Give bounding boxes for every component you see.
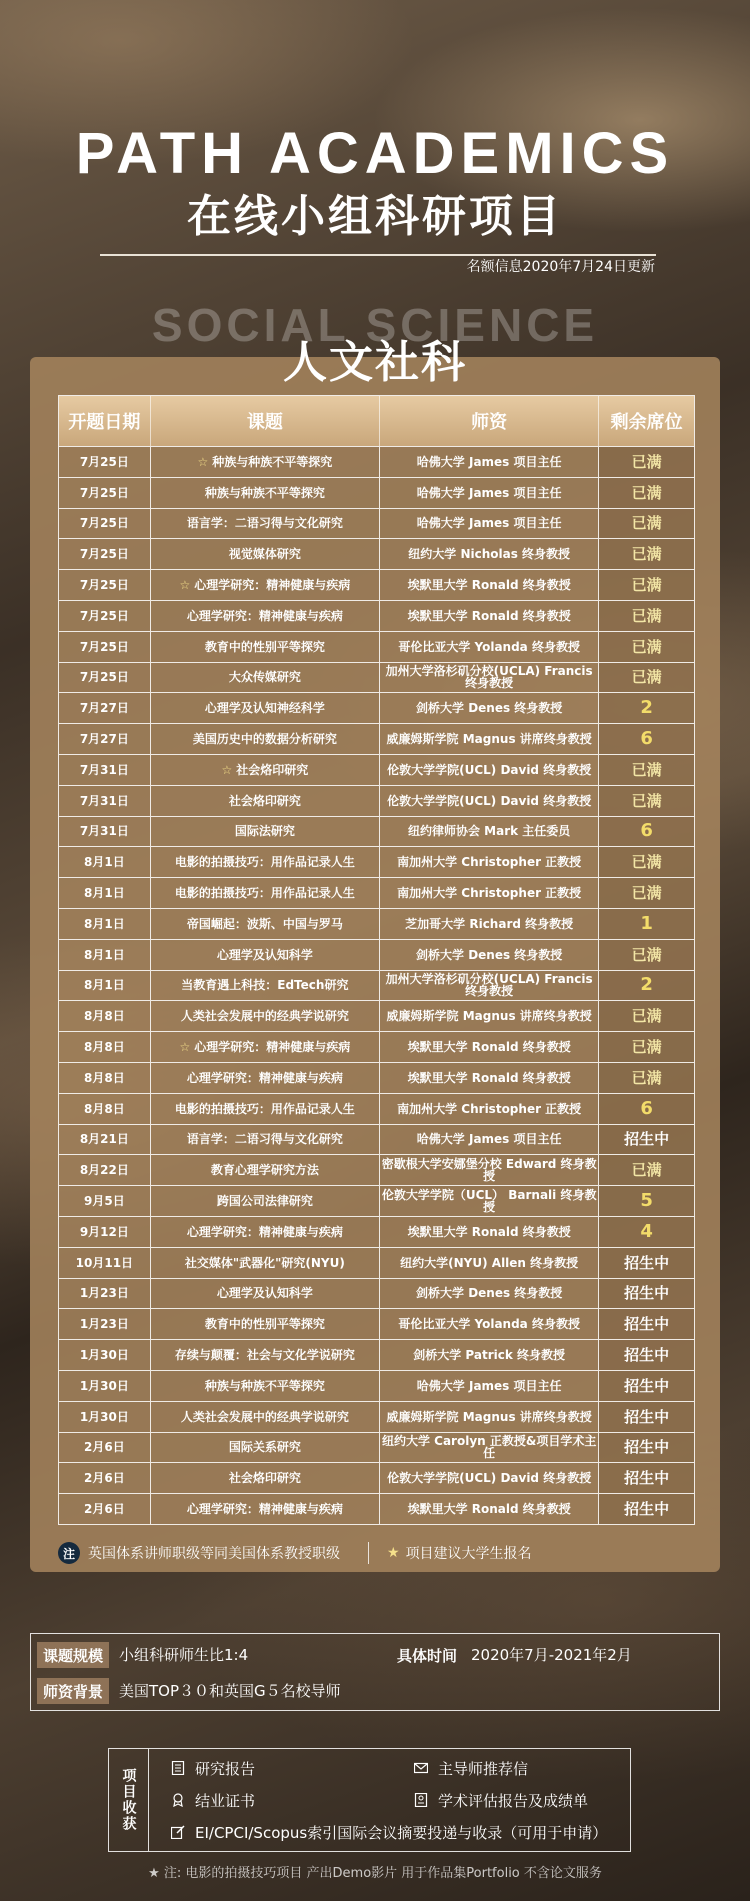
- cell-date: 7月25日: [59, 570, 151, 600]
- program-subtitle: 在线小组科研项目: [187, 191, 563, 242]
- cell-date: 2月6日: [59, 1433, 151, 1463]
- table-row: [59, 1000, 694, 1031]
- star-icon: ☆: [221, 762, 233, 777]
- cell-faculty: 哥伦比亚大学 Yolanda 终身教授: [380, 632, 599, 662]
- cell-date: 1月30日: [59, 1402, 151, 1432]
- cell-topic: [151, 817, 380, 847]
- cell-date: 2月6日: [59, 1494, 151, 1524]
- cell-topic: [151, 1309, 380, 1339]
- deliverable-text: EI/CPCI/Scopus索引国际会议摘要投递与收录（可用于申请）: [195, 1823, 608, 1842]
- cell-date: 8月21日: [59, 1125, 151, 1155]
- table-row: [59, 1124, 694, 1155]
- cell-faculty: 纽约大学(NYU) Allen 终身教授: [380, 1248, 599, 1278]
- cell-seats: 已满: [599, 1032, 694, 1062]
- cell-faculty: 哈佛大学 James 项目主任: [380, 1371, 599, 1401]
- header-date: 开题日期: [59, 396, 151, 446]
- course-table: [58, 395, 695, 1525]
- cell-seats: 6: [599, 724, 694, 754]
- topic-text: 电影的拍摄技巧：用作品记录人生: [174, 886, 355, 901]
- cell-date: 7月25日: [59, 478, 151, 508]
- faculty-label: 师资背景: [37, 1678, 109, 1704]
- topic-text: 心理学研究：精神健康与疾病: [194, 578, 351, 593]
- topic-text: 心理学研究：精神健康与疾病: [194, 1040, 351, 1055]
- table-row: [59, 846, 694, 877]
- cell-faculty: 加州大学洛杉矶分校(UCLA) Francis 终身教授: [380, 663, 599, 693]
- mail-icon: [414, 1761, 428, 1775]
- table-row: [59, 692, 694, 723]
- deliverable-certificate: [171, 1789, 255, 1811]
- cell-seats: 已满: [599, 632, 694, 662]
- topic-text: 当教育遇上科技：EdTech研究: [181, 978, 349, 993]
- footnote: ★ 注: 电影的拍摄技巧项目 产出Demo影片 用于作品集Portfolio 不含论文服务: [148, 1866, 602, 1881]
- topic-text: 心理学及认知科学: [216, 1286, 313, 1301]
- certificate-icon: [171, 1793, 185, 1807]
- note-badge: 注: [58, 1542, 80, 1564]
- table-row: [59, 1493, 694, 1524]
- cell-topic: [151, 1248, 380, 1278]
- topic-text: 帝国崛起：波斯、中国与罗马: [186, 916, 343, 931]
- topic-text: 美国历史中的数据分析研究: [192, 732, 337, 747]
- cell-faculty: 埃默里大学 Ronald 终身教授: [380, 601, 599, 631]
- table-row: [59, 1339, 694, 1370]
- cell-seats: 6: [599, 1094, 694, 1124]
- topic-text: 教育中的性别平等探究: [204, 1317, 325, 1332]
- cell-date: 7月31日: [59, 817, 151, 847]
- deliverable-report: [171, 1757, 255, 1779]
- cell-seats: 招生中: [599, 1340, 694, 1370]
- table-row: [59, 662, 694, 693]
- cell-faculty: 伦敦大学学院(UCL) David 终身教授: [380, 786, 599, 816]
- cell-date: 7月27日: [59, 724, 151, 754]
- cell-faculty: 埃默里大学 Ronald 终身教授: [380, 1063, 599, 1093]
- cell-date: 8月1日: [59, 940, 151, 970]
- table-row: [59, 1031, 694, 1062]
- table-row: [59, 446, 694, 477]
- table-row: [59, 1432, 694, 1463]
- scale-label: 课题规模: [37, 1642, 109, 1668]
- cell-seats: 1: [599, 909, 694, 939]
- cell-topic: [151, 1125, 380, 1155]
- topic-text: 电影的拍摄技巧：用作品记录人生: [174, 855, 355, 870]
- cell-seats: 招生中: [599, 1125, 694, 1155]
- legend-star-note: 项目建议大学生报名: [405, 1546, 532, 1562]
- cell-topic: [151, 693, 380, 723]
- cell-date: 8月8日: [59, 1032, 151, 1062]
- brand-title: PATH ACADEMICS: [75, 121, 675, 186]
- cell-faculty: 南加州大学 Christopher 正教授: [380, 878, 599, 908]
- header-seats: 剩余席位: [610, 412, 683, 433]
- cell-topic: [151, 909, 380, 939]
- cell-date: 7月25日: [59, 632, 151, 662]
- cell-topic: [151, 724, 380, 754]
- topic-text: 视觉媒体研究: [228, 547, 301, 562]
- topic-text: 心理学研究：精神健康与疾病: [186, 1070, 343, 1085]
- cell-date: 8月8日: [59, 1063, 151, 1093]
- cell-seats: 已满: [599, 847, 694, 877]
- cell-date: 7月27日: [59, 693, 151, 723]
- topic-text: 语言学：二语习得与文化研究: [186, 516, 343, 531]
- deliverable-letter: [414, 1757, 528, 1779]
- header-faculty: 师资: [380, 396, 599, 446]
- cell-date: 8月8日: [59, 1001, 151, 1031]
- cell-topic: [151, 1371, 380, 1401]
- table-row: [59, 1308, 694, 1339]
- cell-topic: [151, 1032, 380, 1062]
- header-topic: 课题: [151, 396, 380, 446]
- topic-text: 跨国公司法律研究: [216, 1194, 313, 1209]
- legend-divider: [368, 1542, 369, 1564]
- cell-topic: [151, 1094, 380, 1124]
- cell-seats: 已满: [599, 878, 694, 908]
- table-row: [59, 723, 694, 754]
- topic-text: 心理学研究：精神健康与疾病: [186, 1224, 343, 1239]
- table-row: [59, 816, 694, 847]
- cell-date: 8月1日: [59, 971, 151, 1001]
- cell-seats: 2: [599, 693, 694, 723]
- cell-seats: 5: [599, 1186, 694, 1216]
- cell-topic: [151, 447, 380, 477]
- cell-date: 8月1日: [59, 878, 151, 908]
- cell-seats: 已满: [599, 539, 694, 569]
- topic-text: 教育心理学研究方法: [210, 1163, 319, 1178]
- legend: [58, 1540, 695, 1566]
- cell-topic: [151, 1155, 380, 1185]
- cell-date: 1月23日: [59, 1309, 151, 1339]
- cell-date: 9月5日: [59, 1186, 151, 1216]
- cell-seats: 招生中: [599, 1402, 694, 1432]
- cell-seats: 已满: [599, 1155, 694, 1185]
- time-value: 2020年7月-2021年2月: [471, 1646, 632, 1664]
- cell-date: 1月23日: [59, 1279, 151, 1309]
- cell-date: 8月1日: [59, 847, 151, 877]
- table-row: [59, 1247, 694, 1278]
- table-row: [59, 754, 694, 785]
- cell-faculty: 哈佛大学 James 项目主任: [380, 1125, 599, 1155]
- cell-faculty: 埃默里大学 Ronald 终身教授: [380, 570, 599, 600]
- cell-topic: [151, 509, 380, 539]
- cell-faculty: 南加州大学 Christopher 正教授: [380, 847, 599, 877]
- table-row: [59, 939, 694, 970]
- category-en-watermark: SOCIAL SCIENCE: [151, 299, 599, 351]
- cell-date: 10月11日: [59, 1248, 151, 1278]
- cell-faculty: 纽约大学 Nicholas 终身教授: [380, 539, 599, 569]
- table-row: [59, 631, 694, 662]
- cell-seats: 已满: [599, 601, 694, 631]
- topic-text: 人类社会发展中的经典学说研究: [180, 1409, 349, 1424]
- cell-seats: 招生中: [599, 1248, 694, 1278]
- cell-faculty: 伦敦大学学院（UCL） Barnali 终身教授: [380, 1186, 599, 1216]
- star-icon: ☆: [197, 454, 209, 469]
- cell-topic: [151, 478, 380, 508]
- cell-date: 1月30日: [59, 1340, 151, 1370]
- cell-topic: [151, 1402, 380, 1432]
- topic-text: 心理学及认知科学: [216, 947, 313, 962]
- cell-seats: 已满: [599, 755, 694, 785]
- topic-text: 电影的拍摄技巧：用作品记录人生: [174, 1101, 355, 1116]
- cell-faculty: 加州大学洛杉矶分校(UCLA) Francis 终身教授: [380, 971, 599, 1001]
- cell-topic: [151, 539, 380, 569]
- deliverables-label: 项目收获: [109, 1749, 149, 1851]
- table-row: [59, 1278, 694, 1309]
- deliverables: [108, 1748, 631, 1852]
- cell-faculty: 南加州大学 Christopher 正教授: [380, 1094, 599, 1124]
- cell-faculty: 纽约律师协会 Mark 主任委员: [380, 817, 599, 847]
- transcript-icon: [414, 1793, 428, 1807]
- cell-topic: [151, 878, 380, 908]
- cell-date: 2月6日: [59, 1463, 151, 1493]
- cell-faculty: 威廉姆斯学院 Magnus 讲席终身教授: [380, 1001, 599, 1031]
- cell-faculty: 埃默里大学 Ronald 终身教授: [380, 1217, 599, 1247]
- cell-topic: [151, 1463, 380, 1493]
- cell-seats: 已满: [599, 570, 694, 600]
- deliverable-text: 结业证书: [195, 1791, 256, 1810]
- cell-topic: [151, 940, 380, 970]
- deliverable-conference: [171, 1821, 607, 1843]
- cell-topic: [151, 786, 380, 816]
- cell-seats: 招生中: [599, 1433, 694, 1463]
- cell-seats: 招生中: [599, 1463, 694, 1493]
- table-row: [59, 785, 694, 816]
- topic-text: 社会烙印研究: [228, 1471, 301, 1486]
- table-row: [59, 877, 694, 908]
- update-note: 名额信息2020年7月24日更新: [466, 259, 655, 275]
- cell-topic: [151, 1063, 380, 1093]
- star-icon: ☆: [179, 578, 191, 593]
- topic-text: 心理学研究：精神健康与疾病: [186, 608, 343, 623]
- table-row: [59, 538, 694, 569]
- cell-topic: [151, 632, 380, 662]
- cell-topic: [151, 663, 380, 693]
- topic-text: 存续与颠覆：社会与文化学说研究: [174, 1348, 355, 1362]
- cell-faculty: 芝加哥大学 Richard 终身教授: [380, 909, 599, 939]
- cell-date: 7月25日: [59, 509, 151, 539]
- cell-date: 7月25日: [59, 663, 151, 693]
- faculty-value: 美国TOP３０和英国G５名校导师: [119, 1682, 341, 1700]
- cell-topic: [151, 971, 380, 1001]
- cell-topic: [151, 601, 380, 631]
- cell-faculty: 威廉姆斯学院 Magnus 讲席终身教授: [380, 1402, 599, 1432]
- cell-date: 7月25日: [59, 601, 151, 631]
- table-row: [59, 1062, 694, 1093]
- cell-topic: [151, 1340, 380, 1370]
- star-icon: ☆: [179, 1040, 191, 1055]
- cell-faculty: 伦敦大学学院(UCL) David 终身教授: [380, 755, 599, 785]
- cell-topic: [151, 1217, 380, 1247]
- topic-text: 种族与种族不平等探究: [212, 454, 333, 469]
- cell-date: 1月30日: [59, 1371, 151, 1401]
- topic-text: 大众传媒研究: [228, 670, 301, 685]
- cell-seats: 已满: [599, 786, 694, 816]
- cell-seats: 已满: [599, 478, 694, 508]
- deliverable-text: 学术评估报告及成绩单: [438, 1791, 589, 1810]
- cell-date: 7月25日: [59, 539, 151, 569]
- cell-seats: 已满: [599, 663, 694, 693]
- table-row: [59, 1401, 694, 1432]
- cell-topic: [151, 1186, 380, 1216]
- table-row: [59, 477, 694, 508]
- cell-faculty: 剑桥大学 Denes 终身教授: [380, 1279, 599, 1309]
- table-row: [59, 1185, 694, 1216]
- cell-topic: [151, 1433, 380, 1463]
- cell-date: 8月22日: [59, 1155, 151, 1185]
- cell-faculty: 剑桥大学 Denes 终身教授: [380, 693, 599, 723]
- time-label: 具体时间: [397, 1647, 458, 1665]
- cell-seats: 招生中: [599, 1371, 694, 1401]
- cell-topic: [151, 570, 380, 600]
- topic-text: 心理学及认知神经科学: [204, 701, 325, 716]
- category-title: 人文社科: [283, 337, 467, 388]
- edit-icon: [171, 1825, 185, 1839]
- program-info: [30, 1633, 720, 1711]
- cell-seats: 招生中: [599, 1279, 694, 1309]
- cell-faculty: 剑桥大学 Patrick 终身教授: [380, 1340, 599, 1370]
- cell-faculty: 哥伦比亚大学 Yolanda 终身教授: [380, 1309, 599, 1339]
- table-row: [59, 1154, 694, 1185]
- cell-faculty: 埃默里大学 Ronald 终身教授: [380, 1032, 599, 1062]
- table-row: [59, 908, 694, 939]
- cell-date: 7月25日: [59, 447, 151, 477]
- cell-faculty: 威廉姆斯学院 Magnus 讲席终身教授: [380, 724, 599, 754]
- topic-text: 人类社会发展中的经典学说研究: [180, 1009, 349, 1024]
- cell-seats: 4: [599, 1217, 694, 1247]
- deliverable-transcript: [414, 1789, 588, 1811]
- cell-seats: 招生中: [599, 1309, 694, 1339]
- cell-faculty: 哈佛大学 James 项目主任: [380, 509, 599, 539]
- topic-text: 国际关系研究: [228, 1440, 301, 1455]
- cell-topic: [151, 1494, 380, 1524]
- cell-topic: [151, 1279, 380, 1309]
- topic-text: 教育中的性别平等探究: [204, 639, 325, 654]
- cell-seats: 已满: [599, 447, 694, 477]
- cell-date: 7月31日: [59, 755, 151, 785]
- topic-text: 心理学研究：精神健康与疾病: [186, 1501, 343, 1516]
- scale-value: 小组科研师生比1:4: [119, 1646, 249, 1664]
- cell-faculty: 哈佛大学 James 项目主任: [380, 447, 599, 477]
- cell-topic: [151, 1001, 380, 1031]
- table-row: [59, 600, 694, 631]
- cell-faculty: 埃默里大学 Ronald 终身教授: [380, 1494, 599, 1524]
- cell-seats: 已满: [599, 509, 694, 539]
- cell-topic: [151, 755, 380, 785]
- topic-text: 社会烙印研究: [236, 762, 309, 777]
- table-row: [59, 1093, 694, 1124]
- table-row: [59, 569, 694, 600]
- cell-seats: 招生中: [599, 1494, 694, 1524]
- cell-faculty: 剑桥大学 Denes 终身教授: [380, 940, 599, 970]
- star-icon: ★: [387, 1545, 400, 1561]
- legend-note: 英国体系讲师职级等同美国体系教授职级: [88, 1546, 340, 1562]
- topic-text: 种族与种族不平等探究: [204, 1378, 325, 1393]
- cell-seats: 已满: [599, 940, 694, 970]
- topic-text: 社会烙印研究: [228, 793, 301, 808]
- cell-date: 8月1日: [59, 909, 151, 939]
- cell-date: 9月12日: [59, 1217, 151, 1247]
- cell-faculty: 伦敦大学学院(UCL) David 终身教授: [380, 1463, 599, 1493]
- cell-seats: 已满: [599, 1001, 694, 1031]
- report-icon: [171, 1761, 185, 1775]
- table-header: [59, 396, 694, 446]
- table-row: [59, 1370, 694, 1401]
- cell-topic: [151, 847, 380, 877]
- cell-date: 7月31日: [59, 786, 151, 816]
- topic-text: 语言学：二语习得与文化研究: [186, 1132, 343, 1147]
- topic-text: 种族与种族不平等探究: [204, 485, 325, 500]
- topic-text: 社交媒体"武器化"研究(NYU): [184, 1255, 345, 1270]
- deliverable-text: 研究报告: [195, 1759, 256, 1778]
- table-row: [59, 1216, 694, 1247]
- deliverable-text: 主导师推荐信: [438, 1759, 529, 1778]
- cell-seats: 已满: [599, 1063, 694, 1093]
- cell-seats: 2: [599, 971, 694, 1001]
- table-row: [59, 508, 694, 539]
- cell-faculty: 密歇根大学安娜堡分校 Edward 终身教授: [380, 1155, 599, 1185]
- cell-faculty: 纽约大学 Carolyn 正教授&项目学术主任: [380, 1433, 599, 1463]
- cell-seats: 6: [599, 817, 694, 847]
- table-row: [59, 1462, 694, 1493]
- cell-faculty: 哈佛大学 James 项目主任: [380, 478, 599, 508]
- table-row: [59, 970, 694, 1001]
- topic-text: 国际法研究: [234, 824, 295, 839]
- cell-date: 8月8日: [59, 1094, 151, 1124]
